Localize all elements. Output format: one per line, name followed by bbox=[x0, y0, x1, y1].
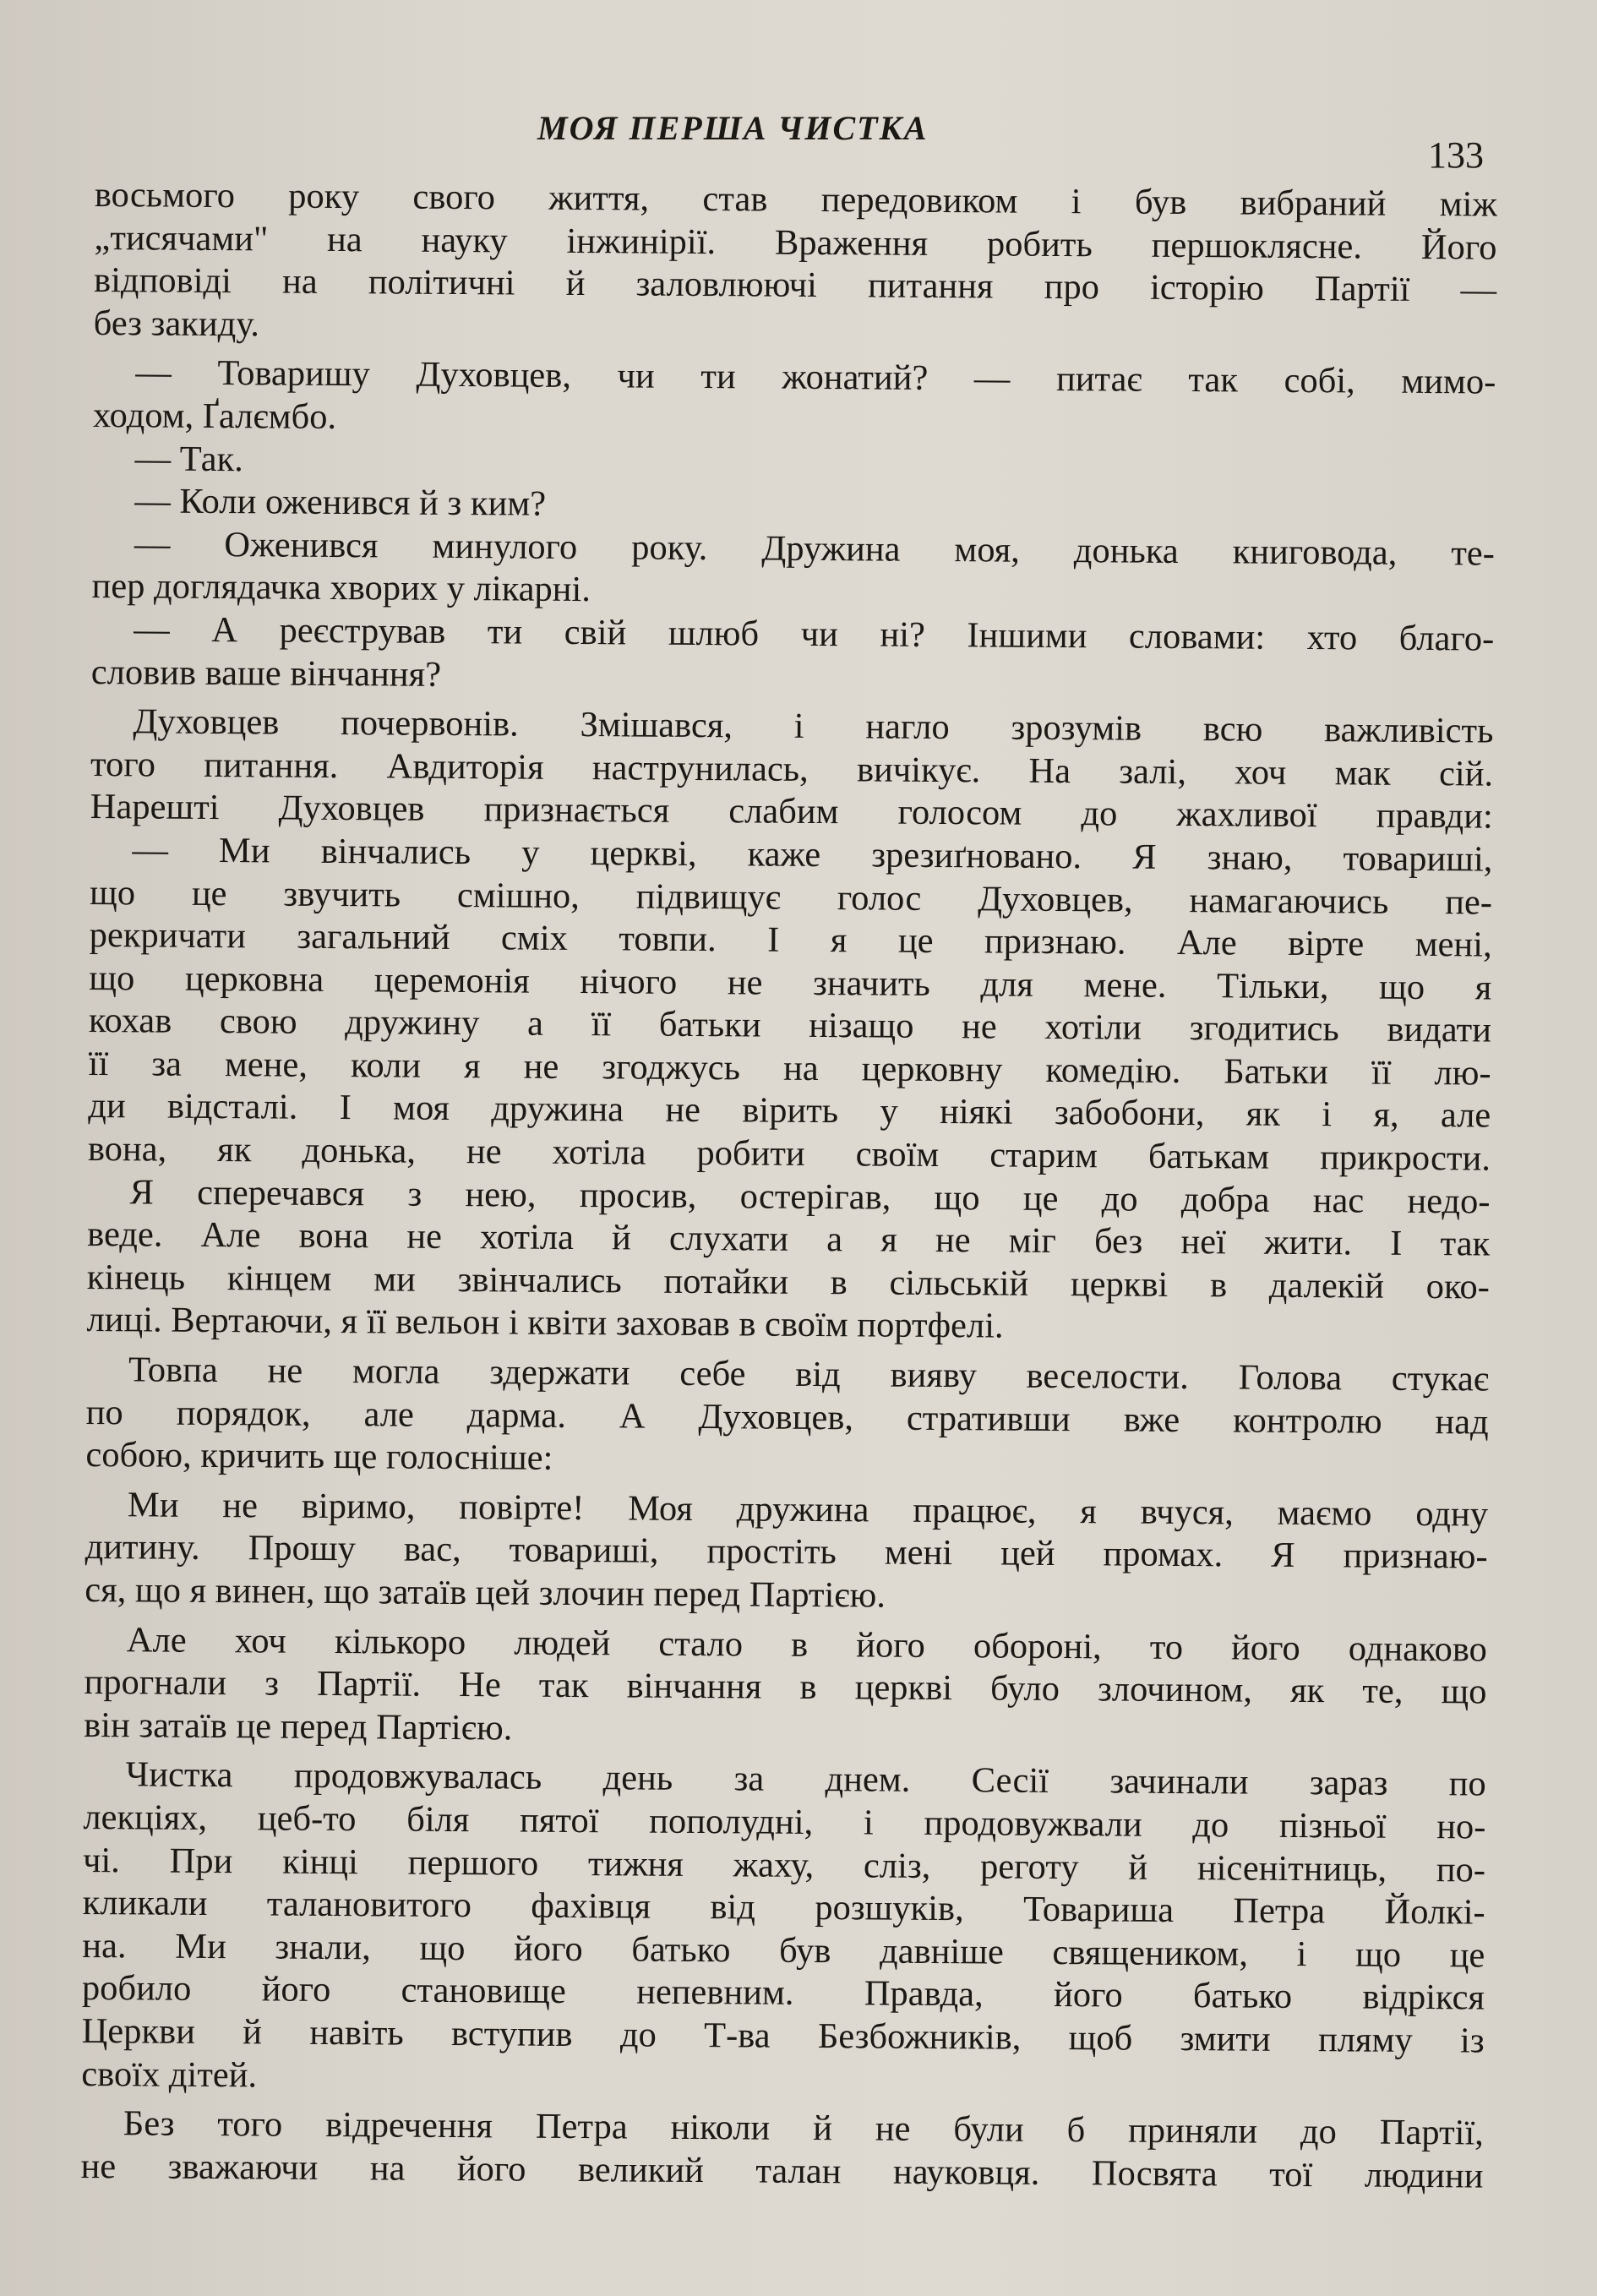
text-line: кохав свою дружину а її батьки нізащо не хотіли згодитись видати bbox=[88, 1001, 1492, 1050]
text-line: Чистка продовжувалась день за днем. Сесії зачинали зараз по bbox=[125, 1754, 1486, 1804]
text-line: на. Ми знали, що його батько був давніше священиком, і що це bbox=[82, 1925, 1485, 1976]
text-line: Товпа не могла здержати себе від вияву веселости. Голова стукає bbox=[128, 1350, 1490, 1399]
text-line: дитину. Прошу вас, товариші, простіть мені цей промах. Я признаю- bbox=[84, 1527, 1488, 1577]
running-title: МОЯ ПЕРША ЧИСТКА bbox=[537, 109, 929, 147]
text-line: — А реєстрував ти свій шлюб чи ні? Іншими словами: хто благо- bbox=[134, 609, 1495, 659]
text-line: — Товаришу Духовцев, чи ти жонатий? — питає так собі, мимо- bbox=[135, 352, 1496, 402]
text-line: ходом, Ґалємбо. bbox=[92, 395, 337, 437]
text-line: не зважаючи на його великий талан науковця. Посвята тої людини bbox=[80, 2146, 1484, 2196]
text-line: вона, як донька, не хотіла робити своїм старим батькам прикрости. bbox=[87, 1129, 1491, 1179]
text-line: словив ваше вінчання? bbox=[90, 652, 442, 695]
text-line: Ми не віримо, повірте! Моя дружина працює, я вчуся, маємо одну bbox=[127, 1485, 1489, 1535]
text-line: по порядок, але дарма. А Духовцев, стративши вже контролю над bbox=[85, 1392, 1489, 1442]
text-line: — Так. bbox=[134, 438, 243, 479]
text-line: лиці. Вертаючи, я її вельон і квіти заховав в своїм портфелі. bbox=[86, 1300, 1004, 1346]
text-line: він затаїв це перед Партією. bbox=[84, 1704, 513, 1748]
text-line: Без того відречення Петра ніколи й не були б приняли до Партії, bbox=[123, 2103, 1485, 2153]
text-line: кликали талановитого фахівця від розшуків, Товариша Петра Йолкі- bbox=[82, 1883, 1485, 1933]
text-line: — Оженився минулого року. Дружина моя, донька книговода, те- bbox=[134, 524, 1496, 574]
text-line: Нарешті Духовцев признається слабим голосом до жахливої правди: bbox=[90, 787, 1493, 837]
text-line: рекричати загальний сміх товпи. І я це признаю. Але вірте мені, bbox=[89, 915, 1492, 965]
text-line: лекціях, цеб-то біля пятої пополудні, і продовужвали до пізньої но- bbox=[83, 1797, 1486, 1847]
text-line: Духовцев почервонів. Змішався, і нагло зрозумів всю важливість bbox=[133, 701, 1494, 751]
text-line: без закиду. bbox=[93, 303, 260, 345]
text-line: робило його становище непевним. Правда, його батько відрікся bbox=[81, 1968, 1485, 2018]
text-line: кінець кінцем ми звінчались потайки в сільській церкві в далекій око- bbox=[86, 1257, 1491, 1307]
text-line: її за мене, коли я не згоджусь на церковну комедію. Батьки її лю- bbox=[88, 1043, 1491, 1093]
text-line: веде. Але вона не хотіла й слухати а я не міг без неї жити. І так bbox=[87, 1214, 1491, 1264]
text-line: що це звучить смішно, підвищує голос Духовцев, намагаючись пе- bbox=[89, 872, 1493, 923]
body-text bbox=[80, 174, 1497, 2198]
text-line: ди відсталі. І моя дружина не вірить у ніякі забобони, як і я, але bbox=[88, 1086, 1491, 1137]
page-number: 133 bbox=[1428, 134, 1484, 176]
text-line: собою, кричить ще голосніше: bbox=[85, 1435, 553, 1479]
text-line: Але хоч кількоро людей стало в його обороні, то його однаково bbox=[126, 1619, 1488, 1670]
text-line: пер доглядачка хворих у лікарні. bbox=[91, 566, 591, 610]
text-line: „тисячами" на науку інжинірії. Враження робить першоклясне. Його bbox=[94, 217, 1497, 268]
text-line: що церковна церемонія нічого не значить для мене. Тільки, що я bbox=[89, 957, 1492, 1008]
text-line: восьмого року свого життя, став передовиком і був вибраний між bbox=[94, 174, 1497, 225]
text-line: відповіді на політичні й заловлюючі питання про історію Партії — bbox=[93, 260, 1497, 310]
text-line: Церкви й навіть вступив до Т-ва Безбожників, щоб змити пляму із bbox=[81, 2010, 1485, 2061]
text-line: — Коли оженився й з ким? bbox=[134, 481, 547, 524]
text-line: ся, що я винен, що затаїв цей злочин перед Партією. bbox=[84, 1569, 886, 1616]
text-line: — Ми вінчались у церкві, каже зрезиґновано. Я знаю, товариші, bbox=[132, 830, 1493, 880]
text-line: своїх дітей. bbox=[81, 2053, 258, 2095]
text-line: Я сперечався з нею, просив, остерігав, що це до добра нас недо- bbox=[129, 1171, 1491, 1222]
text-line: того питання. Авдиторія наструнилась, вичікує. На залі, хоч мак сій. bbox=[90, 744, 1494, 794]
text-line: прогнали з Партії. Не так вінчання в церкві було злочином, як те, що bbox=[84, 1662, 1487, 1712]
page-header bbox=[0, 108, 1597, 176]
text-line: чі. При кінці першого тижня жаху, сліз, реготу й нісенітниць, по- bbox=[82, 1840, 1486, 1890]
